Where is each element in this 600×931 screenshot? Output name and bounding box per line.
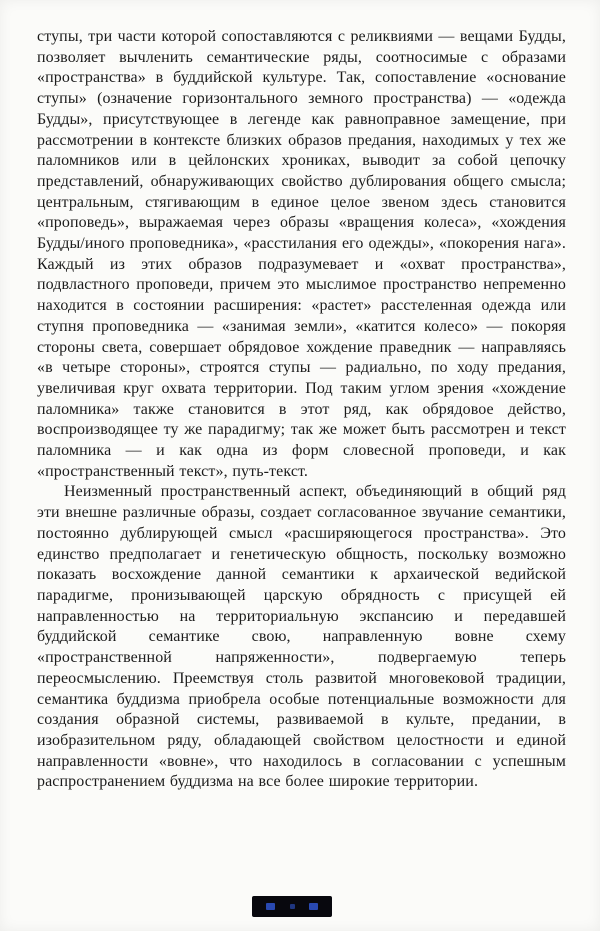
paragraph: Неизменный пространственный аспект, объединяющий в общий ряд эти внешне различные образы, создает согласованное звучание семантики, постоянно дублирующей смысл «расширяющегося пространства». Это единство предполагает и генетическую общность, поскольку возможно показать восхождение данной семантики к архаической ведийской парадигме, пронизывающей царскую обрядность с присущей ей направленностью на территориальную экспансию и передавшей буддийской семантике свою, направленную вовне схему «пространственной напряженности», подвергаемую теперь переосмыслению. Преемствуя столь развитой многовековой традиции, семантика буддизма приобрела особые потенциальные возможности для создания образной системы, развиваемой в культе, предании, в изобразительном ряду, обладающей свойством целостности и единой направленности «вовне», что находилось в согласовании с успешным распространением буддизма на все более широкие территории.	[37, 483, 566, 791]
body-text	[37, 27, 566, 793]
paragraph-continuation: ступы, три части которой сопоставляются с реликвиями — вещами Будды, позволяет вычленить семантические ряды, соотносимые с образами «пространства» в буддийской культуре. Так, сопоставление «основание ступы» (означение горизонтального земного пространства) — «одежда Будды», присутствующее в легенде как равноправное замещение, при рассмотрении в контексте близких образов предания, находимых у тех же паломников или в цейлонских хрониках, выводит за собой цепочку представлений, обнаруживающих свойство дублирования общего смысла; центральным, стягивающим в единое целое звеном здесь становится «проповедь», выражаемая через образы «вращения колеса», «хождения Будды/иного проповедника», «расстилания его одежды», «покорения нага». Каждый из этих образов подразумевает и «охват пространства», подвластного проповеди, причем это мыслимое пространство непременно находится в состоянии расширения: «растет» расстеленная одежда или ступня проповедника — «занимая земли», «катится колесо» — покоряя стороны света, совершает обрядовое хождение праведник — направляясь «в четыре стороны», строятся ступы — радиально, по ходу предания, увеличивая круг охвата территории. Под таким углом зрения «хождение паломника» также становится в этот ряд, как обрядовое действо, воспроизводящее ту же парадигму; так же может быть рассмотрен и текст паломника — и как одна из форм словесной проповеди, и как «пространственный текст», путь-текст.	[37, 28, 566, 480]
watermark-mark	[309, 903, 318, 910]
scan-watermark	[252, 896, 332, 917]
watermark-mark	[266, 903, 275, 910]
watermark-mark	[290, 904, 295, 909]
